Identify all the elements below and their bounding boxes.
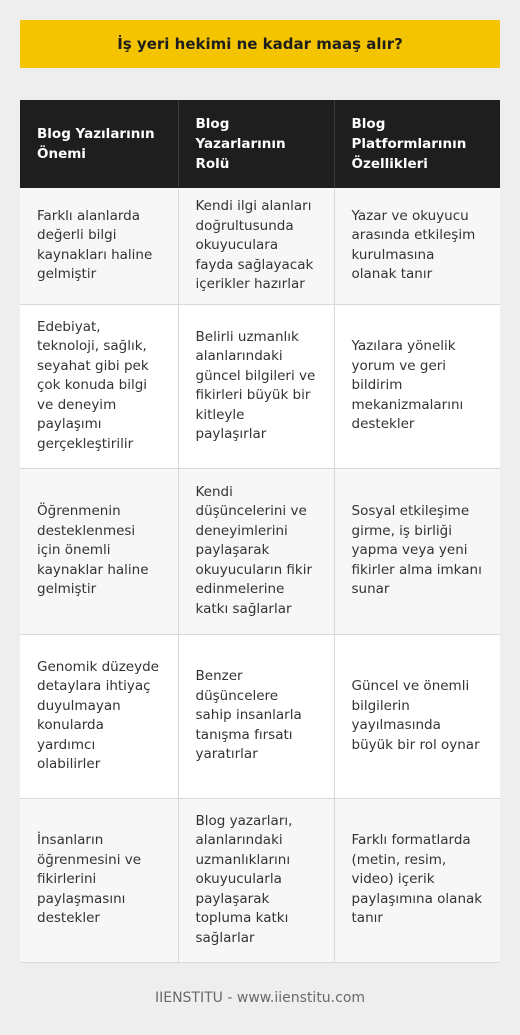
table-cell: Güncel ve önemli bilgilerin yayılmasında büyük bir rol oynar [334,634,500,798]
table-header-row [20,100,500,188]
table-cell: Kendi ilgi alanları doğrultusunda okuyuculara fayda sağlayacak içerikler hazırlar [178,188,334,304]
table-row [20,468,500,634]
column-header: Blog Platformlarının Özellikleri [334,100,500,188]
table-cell: Benzer düşüncelere sahip insanlarla tanışma fırsatı yaratırlar [178,634,334,798]
page-title: İş yeri hekimi ne kadar maaş alır? [117,35,403,53]
table-cell: Farklı alanlarda değerli bilgi kaynakları haline gelmiştir [20,188,178,304]
table-cell: Yazılara yönelik yorum ve geri bildirim mekanizmalarını destekler [334,304,500,468]
table-row [20,304,500,468]
table-cell: Farklı formatlarda (metin, resim, video) içerik paylaşımına olanak tanır [334,798,500,962]
table-cell: Edebiyat, teknoloji, sağlık, seyahat gibi pek çok konuda bilgi ve deneyim paylaşımı gerçekleştirilir [20,304,178,468]
table-cell: Genomik düzeyde detaylara ihtiyaç duyulmayan konularda yardımcı olabilirler [20,634,178,798]
table-cell: Sosyal etkileşime girme, iş birliği yapma veya yeni fikirler alma imkanı sunar [334,468,500,634]
table-cell: Belirli uzmanlık alanlarındaki güncel bilgileri ve fikirleri büyük bir kitleyle paylaşırlar [178,304,334,468]
column-header: Blog Yazarlarının Rolü [178,100,334,188]
table-cell: İnsanların öğrenmesini ve fikirlerini paylaşmasını destekler [20,798,178,962]
table-cell: Öğrenmenin desteklenmesi için önemli kaynaklar haline gelmiştir [20,468,178,634]
column-header: Blog Yazılarının Önemi [20,100,178,188]
table-cell: Yazar ve okuyucu arasında etkileşim kurulmasına olanak tanır [334,188,500,304]
table-row [20,188,500,304]
table-cell: Blog yazarları, alanlarındaki uzmanlıklarını okuyucularla paylaşarak topluma katkı sağlarlar [178,798,334,962]
table-row [20,798,500,962]
footer-credit: IIENSTITU - www.iienstitu.com [154,990,366,1006]
table-cell: Kendi düşüncelerini ve deneyimlerini paylaşarak okuyucuların fikir edinmelerine katkı sağlarlar [178,468,334,634]
title-banner [20,20,500,68]
comparison-table [20,100,500,963]
table-row [20,634,500,798]
